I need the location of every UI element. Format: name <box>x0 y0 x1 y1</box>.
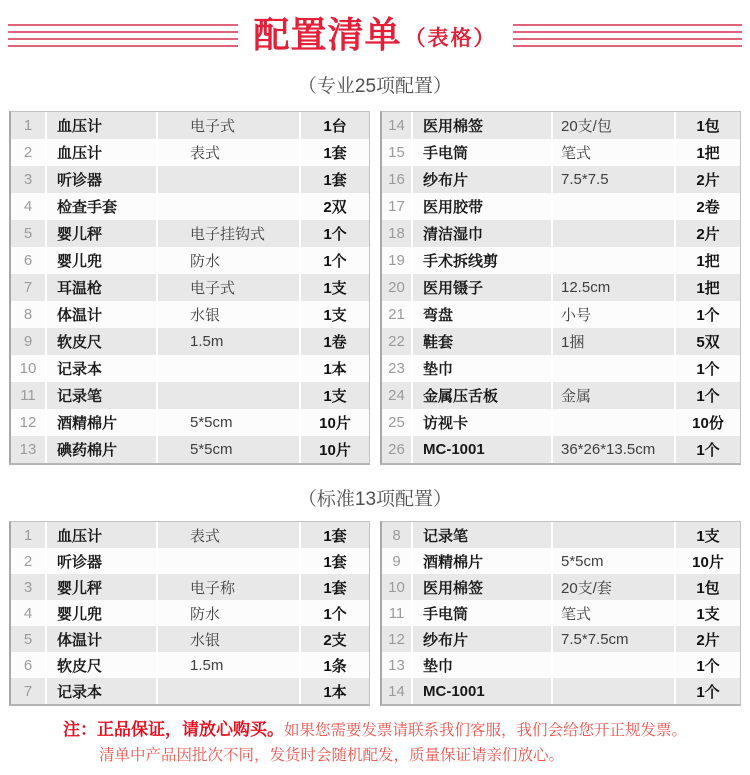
decorative-lines-right <box>513 24 743 47</box>
item-spec-cell: 电子称 <box>156 574 299 600</box>
table-row <box>11 548 369 574</box>
item-name-cell: 清洁湿巾 <box>411 220 551 247</box>
table-row <box>382 247 740 274</box>
item-qty-cell: 2支 <box>299 626 369 652</box>
item-name-cell: 酒精棉片 <box>45 409 156 436</box>
row-number: 19 <box>382 247 411 274</box>
row-number: 1 <box>11 112 45 139</box>
item-spec-cell: 金属 <box>551 382 674 409</box>
row-number: 2 <box>11 139 45 166</box>
row-number: 7 <box>11 274 45 301</box>
item-name-cell: 医用棉签 <box>411 574 551 600</box>
item-name-cell: MC-1001 <box>411 436 551 463</box>
red-line <box>513 24 743 26</box>
red-line <box>513 38 743 40</box>
row-number: 17 <box>382 193 411 220</box>
row-number: 11 <box>11 382 45 409</box>
item-spec-cell: 电子挂钩式 <box>156 220 299 247</box>
section-caption-standard: （标准13项配置） <box>297 489 453 510</box>
item-spec-cell: 小号 <box>551 301 674 328</box>
item-qty-cell: 10片 <box>674 548 740 574</box>
item-name-cell: 婴儿兜 <box>45 247 156 274</box>
config-table-pro-left <box>9 111 370 465</box>
item-name-cell: 软皮尺 <box>45 652 156 678</box>
item-qty-cell: 1个 <box>674 652 740 678</box>
row-number: 23 <box>382 355 411 382</box>
item-name-cell: 听诊器 <box>45 166 156 193</box>
item-name-cell: 血压计 <box>45 522 156 548</box>
row-number: 8 <box>382 522 411 548</box>
page-header <box>0 0 750 54</box>
section-caption-professional: （专业25项配置） <box>297 76 453 97</box>
table-row <box>11 139 369 166</box>
table-row <box>11 409 369 436</box>
row-number: 6 <box>11 652 45 678</box>
row-number: 21 <box>382 301 411 328</box>
table-row <box>382 355 740 382</box>
table-row <box>11 652 369 678</box>
note-line-2: 清单中产品因批次不同，发货时会随机配发，质量保证请亲们放心。 <box>98 747 564 764</box>
item-name-cell: 弯盘 <box>411 301 551 328</box>
item-name-cell: 医用镊子 <box>411 274 551 301</box>
item-spec-cell <box>551 247 674 274</box>
config-table-std-left <box>9 521 370 706</box>
item-spec-cell: 36*26*13.5cm <box>551 436 674 463</box>
table-row <box>11 355 369 382</box>
table-row <box>11 574 369 600</box>
table-row <box>382 328 740 355</box>
item-name-cell: 婴儿秤 <box>45 574 156 600</box>
row-number: 13 <box>11 436 45 463</box>
item-name-cell: 手电筒 <box>411 139 551 166</box>
item-qty-cell: 1包 <box>674 112 740 139</box>
item-qty-cell: 2片 <box>674 626 740 652</box>
item-qty-cell: 1套 <box>299 548 369 574</box>
item-spec-cell: 5*5cm <box>156 436 299 463</box>
row-number: 13 <box>382 652 411 678</box>
item-spec-cell: 表式 <box>156 522 299 548</box>
row-number: 14 <box>382 678 411 704</box>
item-qty-cell: 5双 <box>674 328 740 355</box>
item-spec-cell: 电子式 <box>156 274 299 301</box>
item-name-cell: 听诊器 <box>45 548 156 574</box>
item-name-cell: 记录本 <box>45 355 156 382</box>
row-number: 3 <box>11 166 45 193</box>
item-name-cell: 婴儿兜 <box>45 600 156 626</box>
item-name-cell: 医用棉签 <box>411 112 551 139</box>
item-spec-cell: 电子式 <box>156 112 299 139</box>
item-qty-cell: 2片 <box>674 220 740 247</box>
page-title-text: 配置清单 <box>253 14 402 55</box>
red-line <box>8 45 238 47</box>
footer-note <box>63 719 687 766</box>
row-number: 16 <box>382 166 411 193</box>
item-name-cell: 鞋套 <box>411 328 551 355</box>
row-number: 10 <box>382 574 411 600</box>
item-name-cell: 耳温枪 <box>45 274 156 301</box>
decorative-lines-left <box>8 24 238 47</box>
item-spec-cell <box>156 678 299 704</box>
row-number: 5 <box>11 626 45 652</box>
row-number: 9 <box>11 328 45 355</box>
item-spec-cell <box>551 220 674 247</box>
table-row <box>382 574 740 600</box>
item-qty-cell: 1把 <box>674 139 740 166</box>
red-line <box>8 24 238 26</box>
item-qty-cell: 1个 <box>299 247 369 274</box>
row-number: 12 <box>382 626 411 652</box>
item-qty-cell: 1支 <box>674 522 740 548</box>
item-spec-cell <box>551 355 674 382</box>
note-guarantee-text: 正品保证，请放心购买。 <box>96 720 284 739</box>
item-qty-cell: 10片 <box>299 436 369 463</box>
table-row <box>11 328 369 355</box>
item-qty-cell: 1个 <box>674 355 740 382</box>
page-title <box>253 14 497 55</box>
item-qty-cell: 1卷 <box>299 328 369 355</box>
table-row <box>382 301 740 328</box>
table-row <box>382 274 740 301</box>
item-name-cell: 手电筒 <box>411 600 551 626</box>
item-spec-cell: 12.5cm <box>551 274 674 301</box>
table-row <box>382 678 740 704</box>
item-spec-cell: 水银 <box>156 301 299 328</box>
red-line <box>8 31 238 33</box>
row-number: 5 <box>11 220 45 247</box>
item-spec-cell: 7.5*7.5cm <box>551 626 674 652</box>
item-spec-cell <box>156 382 299 409</box>
config-table-pro-right <box>380 111 741 465</box>
row-number: 18 <box>382 220 411 247</box>
item-qty-cell: 1支 <box>299 301 369 328</box>
row-number: 15 <box>382 139 411 166</box>
table-row <box>11 522 369 548</box>
row-number: 6 <box>11 247 45 274</box>
item-spec-cell: 20支/包 <box>551 112 674 139</box>
row-number: 3 <box>11 574 45 600</box>
row-number: 1 <box>11 522 45 548</box>
item-qty-cell: 1套 <box>299 139 369 166</box>
item-name-cell: 记录本 <box>45 678 156 704</box>
item-name-cell: 软皮尺 <box>45 328 156 355</box>
item-spec-cell: 5*5cm <box>156 409 299 436</box>
table-row <box>382 600 740 626</box>
item-qty-cell: 1支 <box>299 274 369 301</box>
item-qty-cell: 1把 <box>674 247 740 274</box>
row-number: 8 <box>11 301 45 328</box>
item-spec-cell: 5*5cm <box>551 548 674 574</box>
item-name-cell: 体温计 <box>45 301 156 328</box>
item-spec-cell <box>551 652 674 678</box>
item-spec-cell: 水银 <box>156 626 299 652</box>
table-row <box>382 436 740 463</box>
item-qty-cell: 1包 <box>674 574 740 600</box>
item-qty-cell: 2卷 <box>674 193 740 220</box>
table-row <box>382 652 740 678</box>
item-qty-cell: 1个 <box>674 301 740 328</box>
item-spec-cell: 1.5m <box>156 652 299 678</box>
red-line <box>513 45 743 47</box>
item-spec-cell <box>551 409 674 436</box>
item-spec-cell: 表式 <box>156 139 299 166</box>
item-qty-cell: 10份 <box>674 409 740 436</box>
item-spec-cell <box>156 355 299 382</box>
item-spec-cell: 防水 <box>156 600 299 626</box>
item-spec-cell <box>156 548 299 574</box>
item-qty-cell: 1本 <box>299 678 369 704</box>
row-number: 7 <box>11 678 45 704</box>
row-number: 26 <box>382 436 411 463</box>
item-qty-cell: 1套 <box>299 166 369 193</box>
item-spec-cell: 7.5*7.5 <box>551 166 674 193</box>
table-row <box>11 112 369 139</box>
item-spec-cell: 笔式 <box>551 139 674 166</box>
item-name-cell: 手术拆线剪 <box>411 247 551 274</box>
table-row <box>11 301 369 328</box>
item-name-cell: 纱布片 <box>411 626 551 652</box>
item-qty-cell: 1个 <box>674 436 740 463</box>
item-qty-cell: 1套 <box>299 574 369 600</box>
item-qty-cell: 1支 <box>299 382 369 409</box>
item-spec-cell <box>551 522 674 548</box>
note-prefix: 注： <box>62 720 97 739</box>
table-row <box>382 220 740 247</box>
table-row <box>382 409 740 436</box>
row-number: 24 <box>382 382 411 409</box>
item-name-cell: 访视卡 <box>411 409 551 436</box>
item-spec-cell: 1捆 <box>551 328 674 355</box>
item-spec-cell: 防水 <box>156 247 299 274</box>
item-spec-cell: 1.5m <box>156 328 299 355</box>
item-qty-cell: 1套 <box>299 522 369 548</box>
item-name-cell: 金属压舌板 <box>411 382 551 409</box>
table-row <box>382 193 740 220</box>
row-number: 4 <box>11 193 45 220</box>
item-spec-cell <box>551 678 674 704</box>
item-spec-cell: 笔式 <box>551 600 674 626</box>
row-number: 22 <box>382 328 411 355</box>
table-row <box>382 382 740 409</box>
red-line <box>513 31 743 33</box>
item-name-cell: 碘药棉片 <box>45 436 156 463</box>
row-number: 25 <box>382 409 411 436</box>
table-row <box>382 522 740 548</box>
item-qty-cell: 1台 <box>299 112 369 139</box>
table-row <box>11 600 369 626</box>
item-name-cell: 医用胶带 <box>411 193 551 220</box>
table-row <box>11 678 369 704</box>
row-number: 14 <box>382 112 411 139</box>
item-qty-cell: 1条 <box>299 652 369 678</box>
red-line <box>8 38 238 40</box>
table-row <box>11 247 369 274</box>
item-name-cell: 婴儿秤 <box>45 220 156 247</box>
item-spec-cell <box>156 193 299 220</box>
item-spec-cell: 20支/套 <box>551 574 674 600</box>
row-number: 10 <box>11 355 45 382</box>
item-qty-cell: 10片 <box>299 409 369 436</box>
table-row <box>11 166 369 193</box>
item-name-cell: 记录笔 <box>411 522 551 548</box>
row-number: 2 <box>11 548 45 574</box>
item-qty-cell: 1把 <box>674 274 740 301</box>
item-qty-cell: 2双 <box>299 193 369 220</box>
table-row <box>382 626 740 652</box>
item-qty-cell: 1本 <box>299 355 369 382</box>
item-qty-cell: 1个 <box>674 678 740 704</box>
table-row <box>11 220 369 247</box>
note-line-1 <box>63 719 687 741</box>
item-name-cell: 酒精棉片 <box>411 548 551 574</box>
row-number: 11 <box>382 600 411 626</box>
table-row <box>382 139 740 166</box>
table-row <box>11 626 369 652</box>
table-row <box>11 274 369 301</box>
row-number: 20 <box>382 274 411 301</box>
table-row <box>382 112 740 139</box>
table-row <box>382 548 740 574</box>
note-invoice-text: 如果您需要发票请联系我们客服，我们会给您开正规发票。 <box>283 722 687 739</box>
item-name-cell: 纱布片 <box>411 166 551 193</box>
page-title-suffix: （表格） <box>404 26 497 50</box>
item-qty-cell: 1支 <box>674 600 740 626</box>
item-name-cell: 垫巾 <box>411 355 551 382</box>
item-name-cell: MC-1001 <box>411 678 551 704</box>
item-name-cell: 垫巾 <box>411 652 551 678</box>
item-qty-cell: 1个 <box>299 600 369 626</box>
row-number: 4 <box>11 600 45 626</box>
table-row <box>11 193 369 220</box>
table-row <box>11 436 369 463</box>
item-name-cell: 检查手套 <box>45 193 156 220</box>
row-number: 12 <box>11 409 45 436</box>
config-table-std-right <box>380 521 741 706</box>
standard-config-tables <box>0 521 750 706</box>
item-qty-cell: 1个 <box>674 382 740 409</box>
table-row <box>382 166 740 193</box>
item-name-cell: 记录笔 <box>45 382 156 409</box>
professional-config-tables <box>0 111 750 465</box>
item-name-cell: 体温计 <box>45 626 156 652</box>
row-number: 9 <box>382 548 411 574</box>
table-row <box>11 382 369 409</box>
item-spec-cell <box>156 166 299 193</box>
item-qty-cell: 2片 <box>674 166 740 193</box>
item-spec-cell <box>551 193 674 220</box>
item-qty-cell: 1个 <box>299 220 369 247</box>
item-name-cell: 血压计 <box>45 139 156 166</box>
item-name-cell: 血压计 <box>45 112 156 139</box>
